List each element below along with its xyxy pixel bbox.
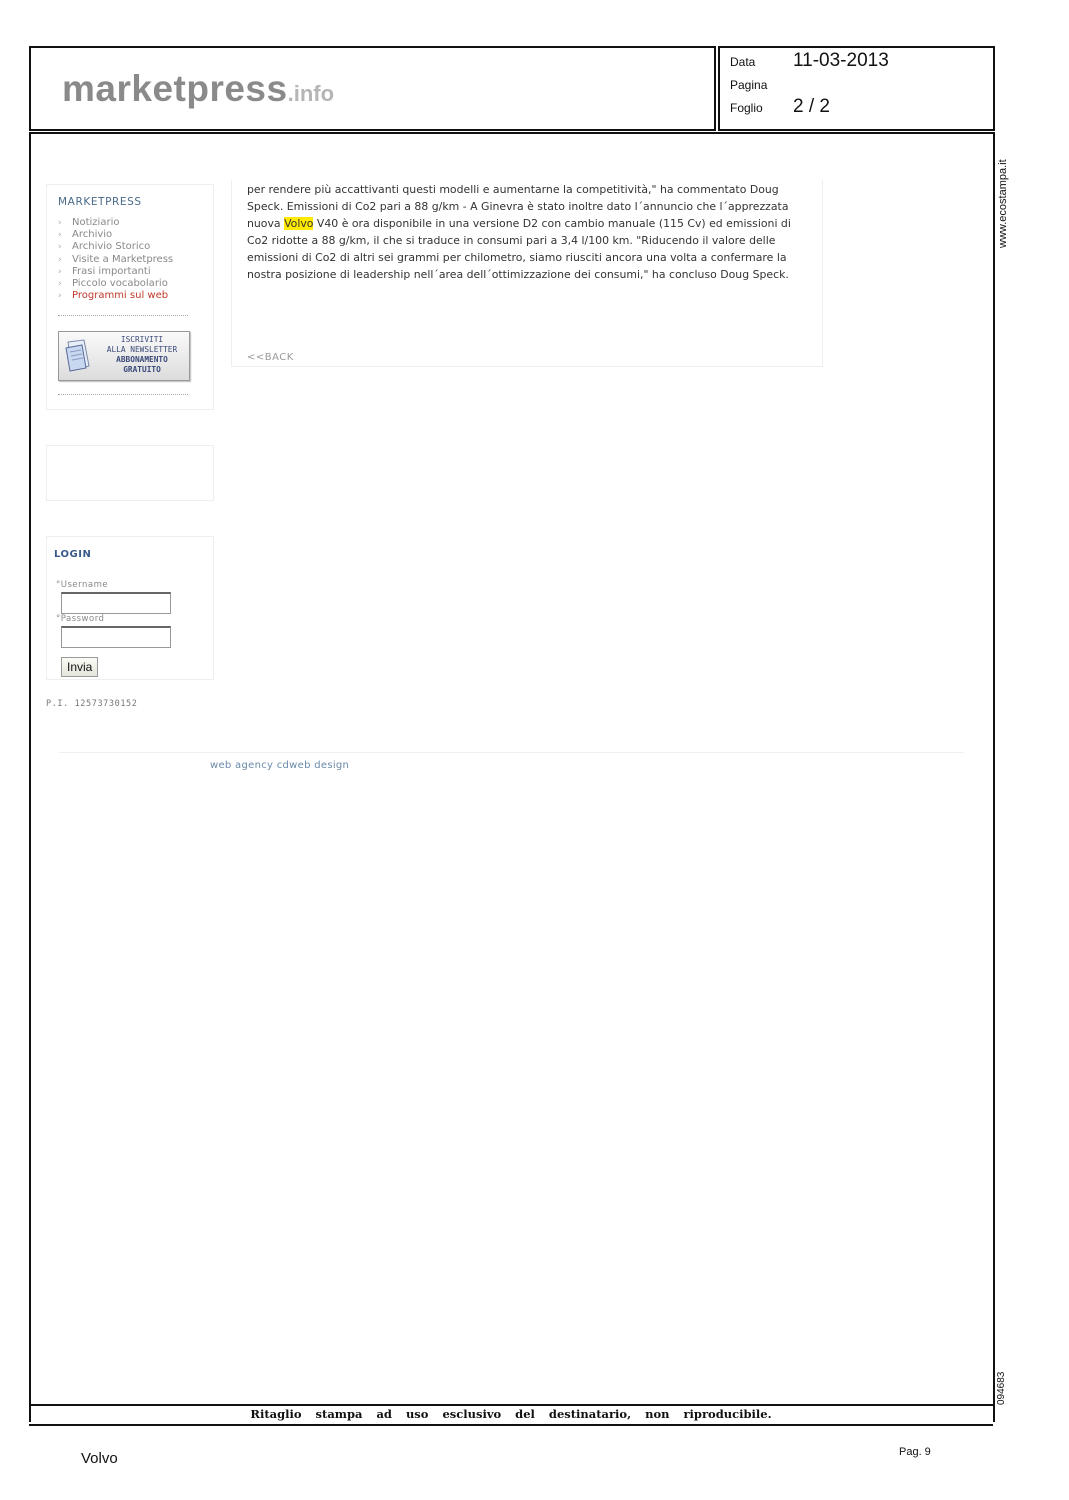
page-number: Pag. 9 [899,1446,931,1458]
username-label: °Username [56,580,109,590]
clipping-frame [29,132,995,1422]
password-label: °Password [56,614,105,624]
password-input[interactable] [61,626,171,648]
submit-button[interactable]: Invia [61,657,98,677]
menu-item-notiziario[interactable]: › Notiziario [58,217,120,228]
document-code: 094683 [996,1371,1007,1405]
disclaimer-bar [29,1404,993,1426]
foglio-label: Foglio [730,101,763,115]
menu-item-frasi[interactable]: › Frasi importanti [58,265,151,277]
username-input[interactable] [61,592,171,614]
site-logo [62,68,334,110]
logo-tld: .info [287,81,335,106]
newsletter-button[interactable] [58,331,190,381]
arrow-icon: › [58,230,62,241]
arrow-icon: › [58,218,62,228]
article-box [231,180,823,367]
divider [58,315,188,316]
masthead-box [29,46,716,131]
back-link[interactable]: <<BACK [247,352,294,363]
arrow-icon: › [58,254,62,265]
menu-item-visite[interactable]: › Visite a Marketpress [58,253,174,265]
empty-panel [46,445,214,501]
highlighted-keyword: Volvo [284,217,314,230]
login-title: LOGIN [54,549,92,560]
menu-item-archivio-storico[interactable]: › Archivio Storico [58,241,151,253]
topic-label: Volvo [81,1450,118,1467]
divider [58,394,188,395]
menu-panel [46,184,214,410]
meta-box [718,46,995,131]
logo-main: marketpress [62,68,288,109]
menu-list [58,217,173,302]
data-label: Data [730,55,756,69]
menu-item-programmi[interactable]: › Programmi sul web [58,290,169,302]
menu-title: MARKETPRESS [58,196,142,208]
web-agency-link[interactable]: web agency cdweb design [210,760,350,771]
menu-item-archivio[interactable]: › Archivio [58,229,113,241]
foglio-value: 2 / 2 [793,96,830,117]
article-text: per rendere più accattivanti questi modelli e aumentarne la competitività," ha commentato Doug Speck. Emissioni di Co2 pari a 88 g/km - A Ginevra è stato inoltre dato l´annuncio che l´apprezzata nuova Volvo V40 è ora disponibile in una versione D2 con cambio manuale (115 Cv) ed emissioni di Co2 ridotte a 88 g/km, il che si traduce in consumi pari a 3,4 l/100 km. "Riducendo il valore delle emissioni di Co2 di altri sei grammi per chilometro, siamo riusciti ancora una volta a confermare la nostra posizione di leadership nell´area dell´ottimizzazione dei consumi," ha concluso Doug Speck. [247,183,791,281]
vat-number: P.I. 12573730152 [46,699,138,709]
pagina-label: Pagina [730,78,768,92]
disclaimer-text: Ritaglio stampa ad uso esclusivo del destinatario, non riproducibile. [250,1407,772,1421]
newsletter-icon [64,338,92,372]
data-value: 11-03-2013 [793,50,889,71]
site-footer-band [59,752,964,793]
arrow-icon: › [58,242,62,253]
arrow-icon: › [58,291,62,302]
ecostampa-url: www.ecostampa.it [997,159,1009,248]
newsletter-text: ISCRIVITI ALLA NEWSLETTER ABBONAMENTO GRATUITO [106,335,178,374]
menu-item-vocabolario[interactable]: › Piccolo vocabolario [58,278,168,290]
login-panel [46,536,214,680]
arrow-icon: › [58,279,62,290]
arrow-icon: › [58,266,62,277]
